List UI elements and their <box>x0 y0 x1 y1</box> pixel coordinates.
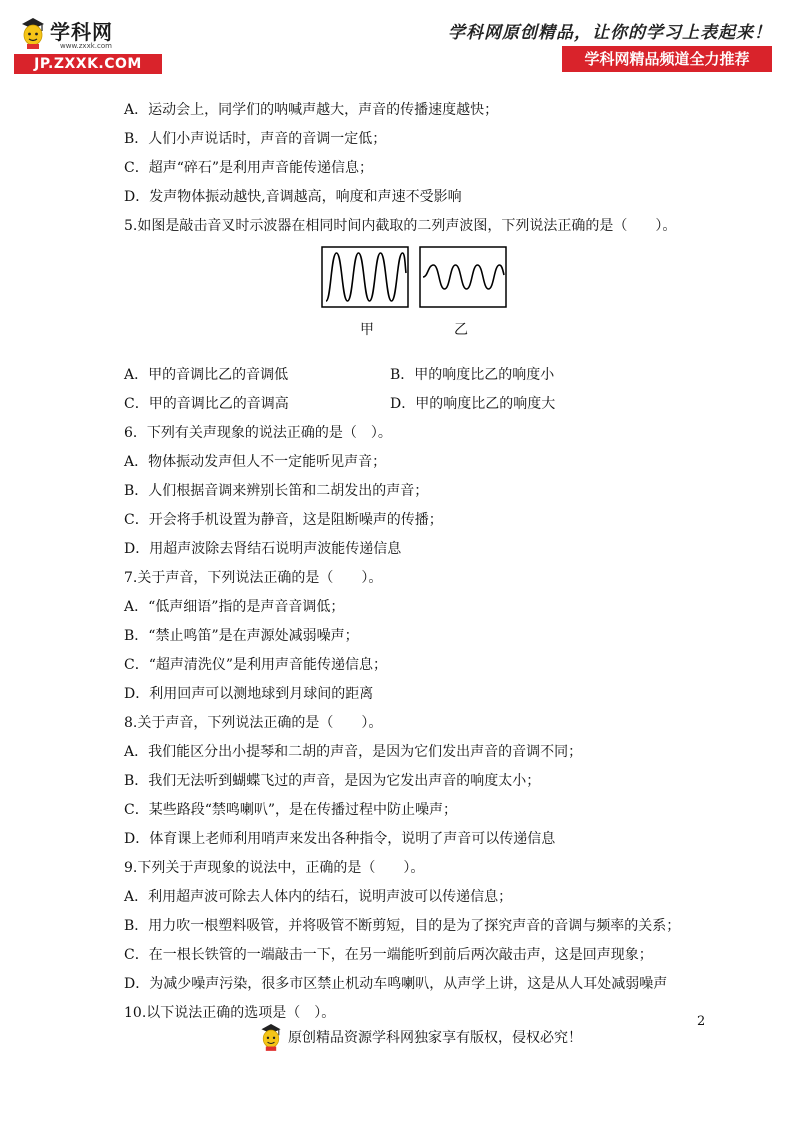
q6-option-d: D．用超声波除去肾结石说明声波能传递信息 <box>124 541 402 557</box>
q9-option-b: B．用力吹一根塑料吸管，并将吸管不断剪短，目的是为了探究声音的音调与频率的关系； <box>124 918 681 934</box>
waveform-yi-box <box>420 247 506 307</box>
page-number: 2 <box>697 1014 706 1029</box>
q6-stem: 6．下列有关声现象的说法正确的是（ ）。 <box>124 425 392 441</box>
mascot-icon <box>18 16 48 50</box>
footer <box>258 1022 582 1052</box>
waveform-diagram <box>320 245 510 315</box>
q10-stem: 10.以下说法正确的选项是（ ）。 <box>124 1005 336 1021</box>
q8-option-a: A．我们能区分出小提琴和二胡的声音，是因为它们发出声音的音调不同； <box>124 744 583 760</box>
q8-stem: 8.关于声音，下列说法正确的是（ ）。 <box>124 715 383 731</box>
q6-option-a: A．物体振动发声但人不一定能听见声音； <box>124 454 387 470</box>
q5-options-row-2 <box>124 390 724 419</box>
caption-jia: 甲 <box>360 322 374 338</box>
q4-option-a: A．运动会上，同学们的呐喊声越大，声音的传播速度越快； <box>124 102 499 118</box>
q7-option-a: A．“低声细语”指的是声音音调低； <box>124 599 345 615</box>
q7-option-c: C．“超声清洗仪”是利用声音能传递信息； <box>124 657 388 673</box>
q9-option-a: A．利用超声波可除去人体内的结石，说明声波可以传递信息； <box>124 889 513 905</box>
q8-option-c: C．某些路段“禁鸣喇叭”，是在传播过程中防止噪声； <box>124 802 458 818</box>
q8-option-d: D．体育课上老师利用哨声来发出各种指令，说明了声音可以传递信息 <box>124 831 556 847</box>
q6-option-c: C．开会将手机设置为静音，这是阻断噪声的传播； <box>124 512 443 528</box>
q6-option-b: B．人们根据音调来辨别长笛和二胡发出的声音； <box>124 483 429 499</box>
q4-option-b: B．人们小声说话时，声音的音调一定低； <box>124 131 387 147</box>
waveform-figure <box>124 241 724 361</box>
q9-stem: 9.下列关于声现象的说法中，正确的是（ ）。 <box>124 860 425 876</box>
logo-domain: JP.ZXXK.COM <box>14 54 162 74</box>
logo-text: 学科网 <box>50 20 113 44</box>
header-slogan: 学科网原创精品，让你的学习上表起来！ <box>448 23 772 43</box>
caption-yi: 乙 <box>454 322 468 338</box>
q4-option-c: C．超声“碎石”是利用声音能传递信息； <box>124 160 374 176</box>
document-body <box>124 96 724 1028</box>
q7-option-d: D．利用回声可以测地球到月球间的距离 <box>124 686 374 702</box>
q7-stem: 7.关于声音，下列说法正确的是（ ）。 <box>124 570 383 586</box>
mascot-icon <box>258 1022 284 1052</box>
q9-option-d: D．为减少噪声污染，很多市区禁止机动车鸣喇叭，从声学上讲，这是从人耳处减弱噪声 <box>124 976 668 992</box>
q5-options-row-1 <box>124 361 724 390</box>
logo-small-url: www.zxxk.com <box>60 42 112 50</box>
header-badge: 学科网精品频道全力推荐 <box>562 46 772 72</box>
q5-option-a: A．甲的音调比乙的音调低 <box>124 367 289 383</box>
q8-option-b: B．我们无法听到蝴蝶飞过的声音，是因为它发出声音的响度太小； <box>124 773 541 789</box>
site-logo <box>12 14 162 74</box>
q5-option-c: C．甲的音调比乙的音调高 <box>124 396 289 412</box>
q5-stem: 5.如图是敲击音叉时示波器在相同时间内截取的二列声波图，下列说法正确的是（ ）。 <box>124 218 677 234</box>
q9-option-c: C．在一根长铁管的一端敲击一下，在另一端能听到前后两次敲击声，这是回声现象； <box>124 947 653 963</box>
q5-option-b: B．甲的响度比乙的响度小 <box>390 367 555 383</box>
q4-option-d: D．发声物体振动越快,音调越高，响度和声速不受影响 <box>124 189 462 205</box>
q5-option-d: D．甲的响度比乙的响度大 <box>390 396 556 412</box>
footer-copyright: 原创精品资源学科网独家享有版权，侵权必究！ <box>288 1030 582 1046</box>
q7-option-b: B．“禁止鸣笛”是在声源处减弱噪声； <box>124 628 359 644</box>
